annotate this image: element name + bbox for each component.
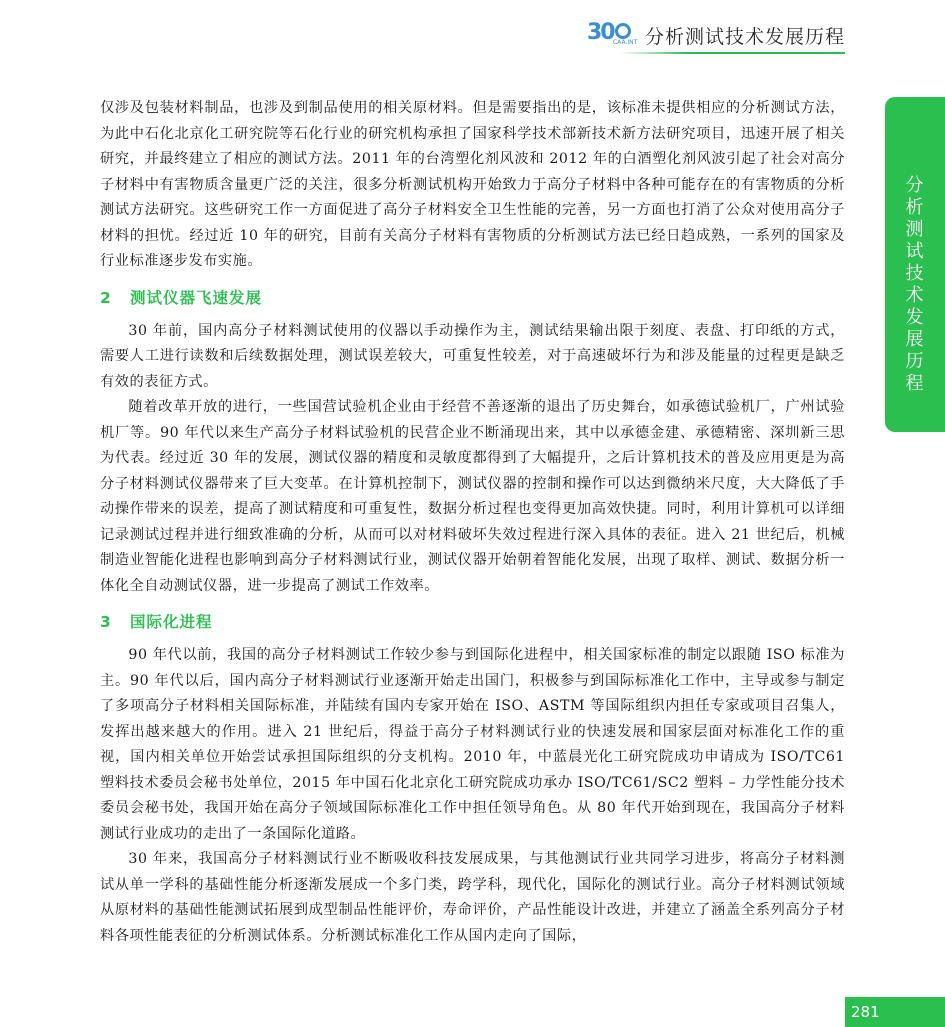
anniversary-logo [587, 20, 639, 50]
section-3-paragraph-1: 90 年代以前，我国的高分子材料测试工作较少参与到国际化进程中，相关国家标准的制定以跟随 ISO 标准为主。90 年代以后，国内高分子材料测试行业逐渐开始走出国门，积极参与到国际标准化工作中，主导或参与制定了多项高分子材料相关国际标准，并陆续有国内专家开始在 ISO、ASTM 等国际组织内担任专家或项目召集人，发挥出越来越大的作用。进入 21 世纪后，得益于高分子材料测试行业的快速发展和国家层面对标准化工作的重视，国内相关单位开始尝试承担国际组织的分支机构。2010 年，中蓝晨光化工研究院成功申请成为 ISO/TC61 塑料技术委员会秘书处单位，2015 年中国石化北京化工研究院成功承办 ISO/TC61/SC2 塑料 – 力学性能分技术委员会秘书处，我国开始在高分子领域国际标准化工作中担任领导角色。从 80 年代开始到现在，我国高分子材料测试行业成功的走出了一条国际化道路。 [100, 647, 845, 842]
side-tab-char: 发 [905, 307, 925, 328]
section-3-heading [100, 610, 845, 635]
section-3-paragraph-2: 30 年来，我国高分子材料测试行业不断吸收科技发展成果，与其他测试行业共同学习进步，将高分子材料测试从单一学科的基础性能分析逐渐发展成一个多门类，跨学科，现代化，国际化的测试行业。高分子材料测试领域从原材料的基础性能测试拓展到成型制品性能评价，寿命评价，产品性能设计改进，并建立了涵盖全系列高分子材料各项性能表征的分析测试体系。分析测试标准化工作从国内走向了国际， [100, 851, 845, 944]
side-tab-char: 技 [905, 263, 925, 284]
side-tab-char: 术 [905, 285, 925, 306]
page-number: 281 [845, 997, 945, 1027]
section-3-number: 3 [100, 613, 112, 631]
section-2-heading [100, 286, 845, 311]
logo-ring-icon [615, 23, 631, 39]
section-3-title: 国际化进程 [130, 613, 213, 631]
chapter-side-tab [885, 97, 945, 432]
section-2-title: 测试仪器飞速发展 [130, 288, 263, 307]
logo-number: 30 [586, 20, 614, 45]
side-tab-char: 试 [905, 241, 925, 262]
side-tab-char: 历 [905, 351, 925, 372]
side-tab-char: 展 [905, 329, 925, 350]
page-body [100, 96, 845, 949]
header-divider [620, 52, 845, 54]
section-2-paragraph-1: 30 年前，国内高分子材料测试使用的仪器以手动操作为主，测试结果输出限于刻度、表盘、打印纸的方式，需要人工进行读数和后续数据处理，测试误差较大，可重复性较差，对于高速破坏行为和涉及能量的过程更是缺乏有效的表征方式。 [100, 322, 845, 390]
side-tab-char: 析 [905, 197, 925, 218]
section-2-paragraph-2: 随着改革开放的进行，一些国营试验机企业由于经营不善逐渐的退出了历史舞台，如承德试验机厂，广州试验机厂等。90 年代以来生产高分子材料试验机的民营企业不断涌现出来，其中以承德金建、承德精密、深圳新三思为代表。经过近 30 年的发展，测试仪器的精度和灵敏度都得到了大幅提升，之后计算机技术的普及应用更是为高分子材料测试仪器带来了巨大变革。在计算机控制下，测试仪器的控制和操作可以达到微纳米尺度，大大降低了手动操作带来的误差，提高了测试精度和可重复性，数据分析过程也变得更加高效快捷。同时，利用计算机可以详细记录测试过程并进行细致准确的分析，从而可以对材料破坏失效过程进行深入具体的表征。进入 21 世纪后，机械制造业智能化进程也影响到高分子材料测试行业，测试仪器开始朝着智能化发展，出现了取样、测试、数据分析一体化全自动测试仪器，进一步提高了测试工作效率。 [100, 399, 845, 594]
intro-paragraph: 仅涉及包装材料制品，也涉及到制品使用的相关原材料。但是需要指出的是，该标准未提供相应的分析测试方法，为此中石化北京化工研究院等石化行业的研究机构承担了国家科学技术部新技术新方法研究项目，迅速开展了相关研究，并最终建立了相应的测试方法。2011 年的台湾塑化剂风波和 2012 年的白酒塑化剂风波引起了社会对高分子材料中有害物质含量更广泛的关注，很多分析测试机构开始致力于高分子材料中各种可能存在的有害物质的分析测试方法研究。这些研究工作一方面促进了高分子材料安全卫生性能的完善，另一方面也打消了公众对使用高分子材料的担忧。经过近 10 年的研究，目前有关高分子材料有害物质的分析测试方法已经日趋成熟，一系列的国家及行业标准逐步发布实施。 [100, 100, 845, 269]
section-2-number: 2 [100, 288, 112, 307]
book-title: 分析测试技术发展历程 [644, 25, 845, 48]
side-tab-char: 分 [905, 175, 925, 196]
page-header [587, 20, 845, 50]
side-tab-char: 测 [905, 219, 925, 240]
logo-subtext: CAA.INT [612, 39, 638, 46]
side-tab-char: 程 [905, 373, 925, 394]
